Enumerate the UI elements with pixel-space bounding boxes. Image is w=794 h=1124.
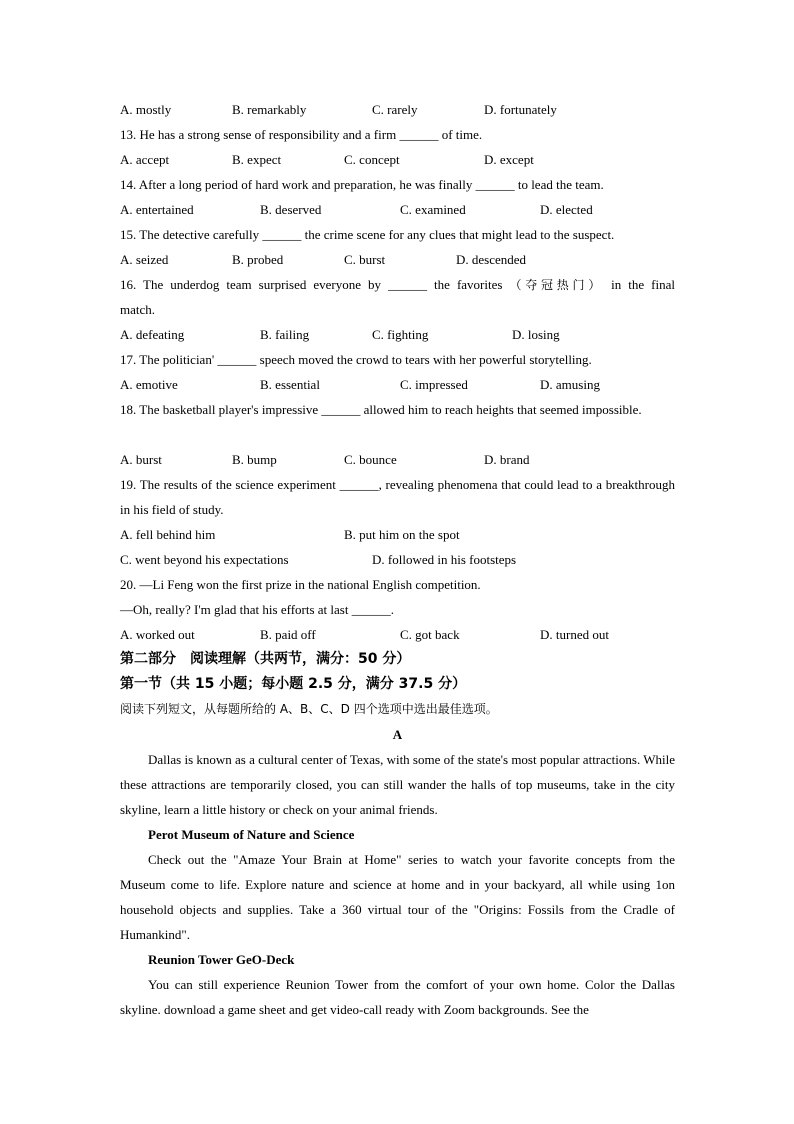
q18-option-b: B. bump [232, 452, 277, 467]
q20-option-a: A. worked out [120, 627, 195, 642]
part2-instruction: 阅读下列短文，从每题所给的 A、B、C、D 四个选项中选出最佳选项。 [120, 702, 498, 716]
q20-option-c: C. got back [400, 627, 460, 642]
q20-options [120, 622, 675, 647]
q13-option-a: A. accept [120, 152, 170, 167]
q17-option-d: D. amusing [540, 377, 600, 392]
q16-option-a: A. defeating [120, 327, 185, 342]
q14-stem: 14. After a long period of hard work and preparation, he was finally ______ to lead the team. [120, 177, 604, 192]
q14-options [120, 197, 675, 222]
q14-option-b: B. deserved [260, 202, 322, 217]
q20-option-d: D. turned out [540, 627, 609, 642]
q19-options-row1 [120, 522, 675, 547]
q13-option-d: D. except [484, 152, 534, 167]
q20-option-b: B. paid off [260, 627, 316, 642]
q12-option-d: D. fortunately [484, 102, 557, 117]
q19-options-row2 [120, 547, 675, 572]
q16-option-b: B. failing [260, 327, 310, 342]
q16-stem-part2: in the final [604, 277, 675, 292]
q12-option-a: A. mostly [120, 102, 172, 117]
q17-options [120, 372, 675, 397]
passage-subheading-perot: Perot Museum of Nature and Science [148, 827, 355, 842]
q18-option-d: D. brand [484, 452, 530, 467]
passage-label: A [392, 727, 403, 742]
q16-stem-gloss: （夺冠热门） [509, 278, 605, 292]
part2-section1-heading: 第一节（共 15 小题；每小题 2.5 分，满分 37.5 分） [120, 676, 467, 692]
q14-option-d: D. elected [540, 202, 593, 217]
q16-stem [120, 272, 675, 297]
q17-option-b: B. essential [260, 377, 320, 392]
q19-stem: 19. The results of the science experiment ______, revealing phenomena that could lead to a breakthrough in his field of study. [120, 477, 675, 517]
part2-heading: 第二部分 阅读理解（共两节，满分：50 分） [120, 651, 411, 667]
q16-stem-part1: 16. The underdog team surprised everyone by ______ the favorites [120, 277, 510, 292]
q15-option-b: B. probed [232, 252, 284, 267]
q19-option-d: D. followed in his footsteps [372, 552, 517, 567]
q14-option-a: A. entertained [120, 202, 194, 217]
q19-option-c: C. went beyond his expectations [120, 552, 289, 567]
q19-option-b: B. put him on the spot [344, 527, 460, 542]
q16-option-c: C. fighting [372, 327, 429, 342]
q19-option-a: A. fell behind him [120, 527, 216, 542]
q16-options [120, 322, 675, 347]
q15-option-a: A. seized [120, 252, 169, 267]
q16-option-d: D. losing [512, 327, 560, 342]
passage-reunion-text: You can still experience Reunion Tower from the comfort of your own home. Color the Dallas skyline. download a game sheet and get video-call ready with Zoom backgrounds. See the [120, 977, 675, 1017]
q17-option-c: C. impressed [400, 377, 468, 392]
q17-option-a: A. emotive [120, 377, 178, 392]
q13-option-b: B. expect [232, 152, 282, 167]
q14-option-c: C. examined [400, 202, 466, 217]
q17-stem: 17. The politician' ______ speech moved the crowd to tears with her powerful storytelling. [120, 352, 592, 367]
passage-perot-text: Check out the "Amaze Your Brain at Home" series to watch your favorite concepts from the Museum come to life. Explore nature and science at home and in your backyard, all while using 1on household objects and supplies. Take a 360 virtual tour of the "Origins: Fossils from the Cradle of Humankind". [120, 852, 675, 942]
q18-option-a: A. burst [120, 452, 162, 467]
q15-option-c: C. burst [344, 252, 386, 267]
q20-stem-line2: —Oh, really? I'm glad that his efforts at last ______. [120, 602, 394, 617]
q18-stem: 18. The basketball player's impressive ______ allowed him to reach heights that seemed impossible. [120, 402, 642, 417]
q12-option-c: C. rarely [372, 102, 418, 117]
q13-options [120, 147, 675, 172]
q12-option-b: B. remarkably [232, 102, 307, 117]
q13-stem: 13. He has a strong sense of responsibility and a firm ______ of time. [120, 127, 483, 142]
q18-option-c: C. bounce [344, 452, 397, 467]
q13-option-c: C. concept [344, 152, 400, 167]
q18-options [120, 447, 675, 472]
q15-option-d: D. descended [456, 252, 527, 267]
passage-subheading-reunion: Reunion Tower GeO-Deck [148, 952, 295, 967]
document-page [120, 97, 675, 1022]
q20-stem-line1: 20. —Li Feng won the first prize in the national English competition. [120, 577, 481, 592]
q15-options [120, 247, 675, 272]
q16-stem-continued: match. [120, 302, 156, 317]
passage-intro: Dallas is known as a cultural center of Texas, with some of the state's most popular attractions. While these attractions are temporarily closed, you can still wander the halls of top museums, take in the city skyline, learn a little history or check on your animal friends. [120, 752, 675, 817]
q12-options [120, 97, 675, 122]
q15-stem: 15. The detective carefully ______ the crime scene for any clues that might lead to the suspect. [120, 227, 615, 242]
